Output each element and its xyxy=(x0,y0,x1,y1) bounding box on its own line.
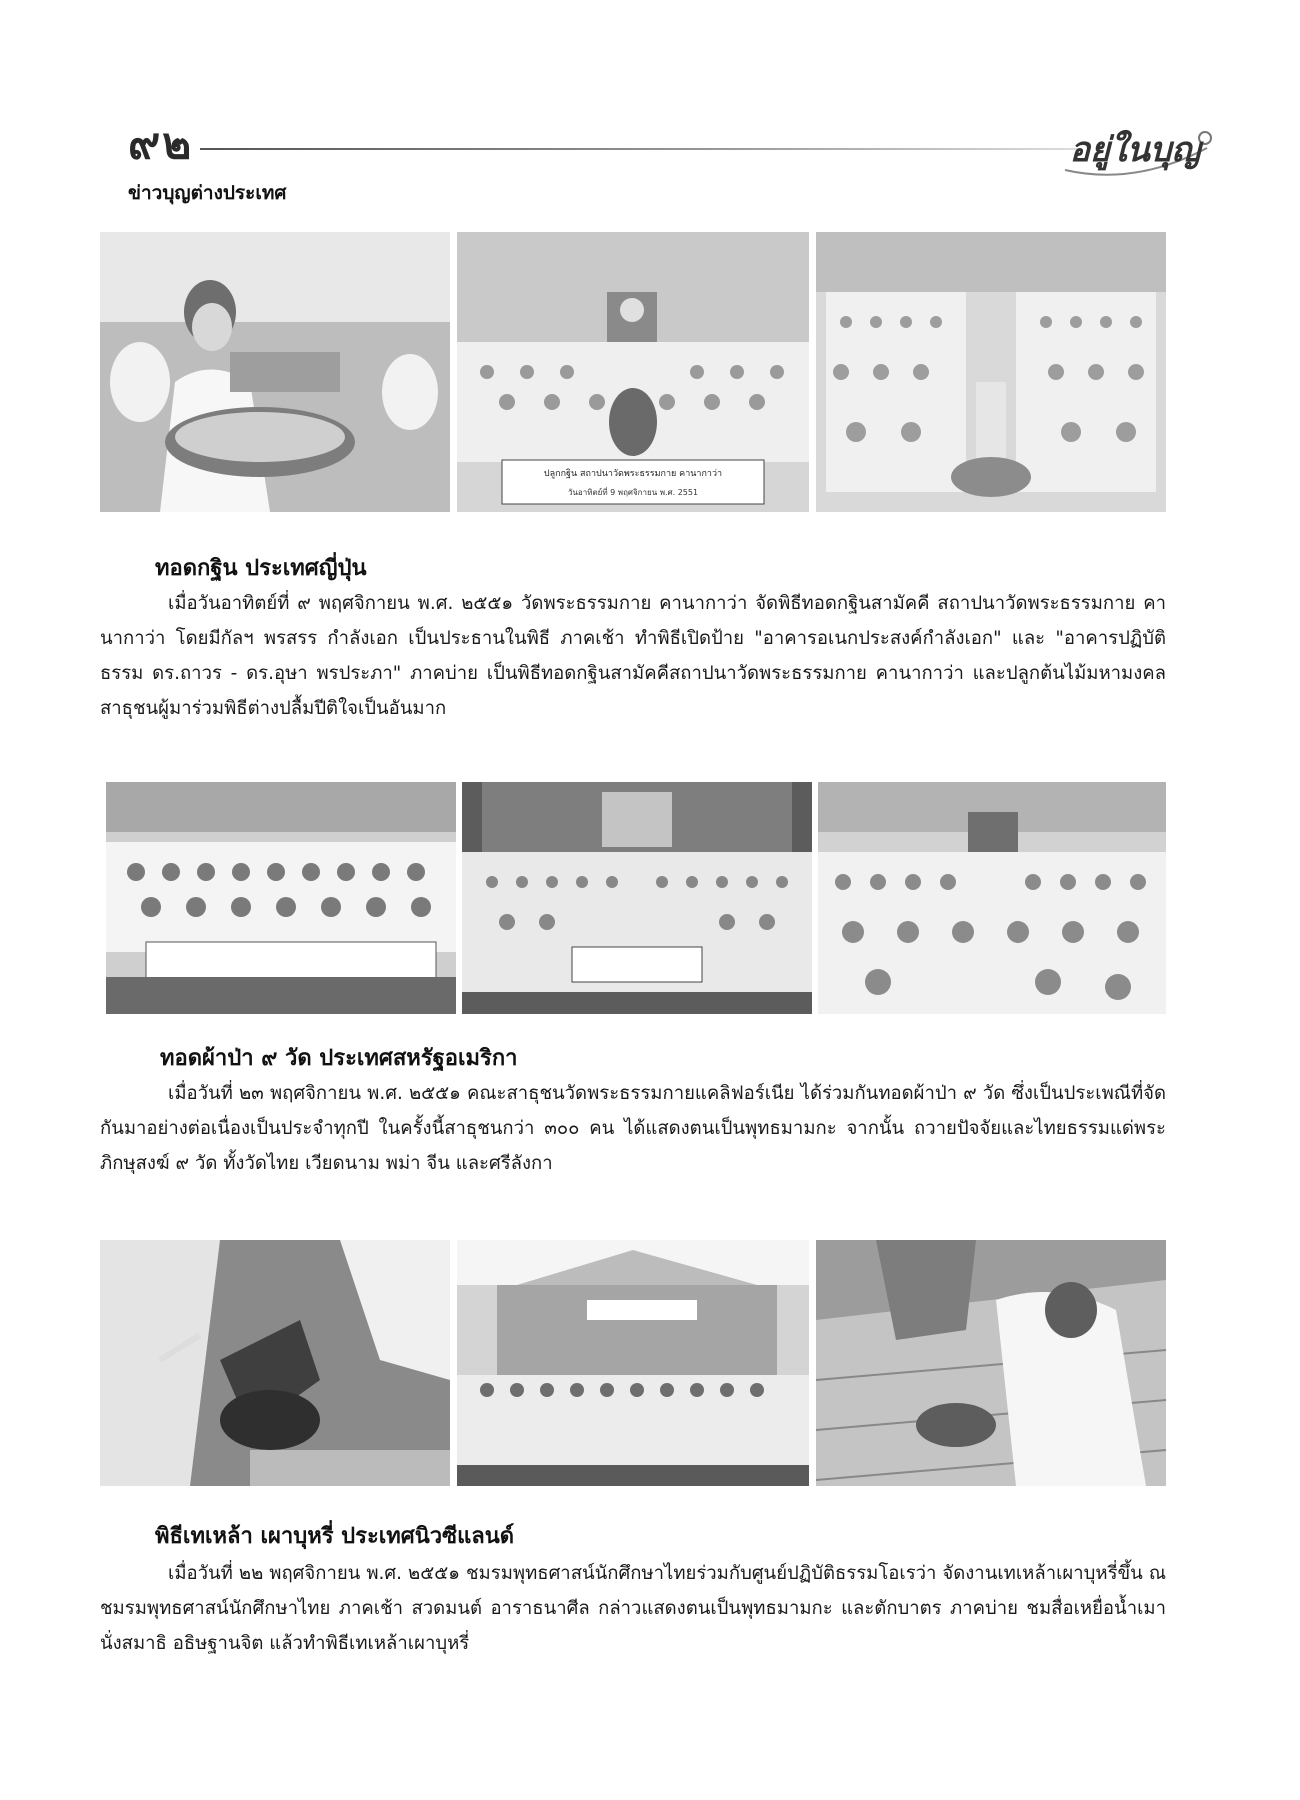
header-rule xyxy=(200,148,1080,150)
section-heading-new-zealand: พิธีเทเหล้า เผาบุหรี่ ประเทศนิวซีแลนด์ xyxy=(155,1524,515,1549)
section-body-new-zealand xyxy=(100,1556,1166,1661)
section-label: ข่าวบุญต่างประเทศ xyxy=(128,182,287,204)
page-number: ๙๒ xyxy=(128,118,194,169)
photo-group-outside-building xyxy=(457,1240,809,1486)
photo-woman-with-offering xyxy=(100,232,450,512)
section-body-japan xyxy=(100,586,1166,726)
photo-row-japan xyxy=(100,232,1166,512)
section-heading-japan: ทอดกฐิน ประเทศญี่ปุ่น xyxy=(155,556,367,581)
photo-burning-cigarettes xyxy=(816,1240,1166,1486)
photo-meditation-hall xyxy=(816,232,1166,512)
section-paragraph-new-zealand: เมื่อวันที่ ๒๒ พฤศจิกายน พ.ศ. ๒๕๕๑ ชมรมพุทธศาสน์นักศึกษาไทยร่วมกับศูนย์ปฏิบัติธรรมโอเรว่า จัดงานเทเหล้าเผาบุหรี่ขึ้น ณ ชมรมพุทธศาสน์นักศึกษาไทย ภาคเช้า สวดมนต์ อาราธนาศีล กล่าวแสดงตนเป็นพุทธมามกะ และตักบาตร ภาคบ่าย ชมสื่อเหยื่อน้ำเมา นั่งสมาธิ อธิษฐานจิต แล้วทำพิธีเทเหล้าเผาบุหรี่ xyxy=(100,1563,1166,1654)
magazine-logo xyxy=(1055,108,1215,188)
photo-row-usa xyxy=(100,782,1166,1014)
photo-hall-crowd-overhead xyxy=(462,782,812,1014)
photo-banner-subtext: วันอาทิตย์ที่ 9 พฤศจิกายน พ.ศ. 2551 xyxy=(567,488,699,497)
photo-row-new-zealand xyxy=(100,1240,1166,1486)
photo-banner-text: ปลูกกฐิน สถาปนาวัดพระธรรมกาย คานากาว่า xyxy=(543,469,723,479)
logo-text: อยู่ในบุญ xyxy=(1069,130,1201,170)
photo-temple-hall-with-banner xyxy=(457,232,809,512)
section-body-usa xyxy=(100,1076,1166,1181)
photo-seated-congregation xyxy=(818,782,1166,1014)
section-paragraph-japan: เมื่อวันอาทิตย์ที่ ๙ พฤศจิกายน พ.ศ. ๒๕๕๑ วัดพระธรรมกาย คานากาว่า จัดพิธีทอดกฐินสามัคคี สถาปนาวัดพระธรรมกาย คานากาว่า โดยมีกัลฯ พรสรร กำลังเอก เป็นประธานในพิธี ภาคเช้า ทำพิธีเปิดป้าย "อาคารอเนกประสงค์กำลังเอก" และ "อาคารปฏิบัติธรรม ดร.ถาวร - ดร.อุษา พรประภา" ภาคบ่าย เป็นพิธีทอดกฐินสามัคคีสถาปนาวัดพระธรรมกาย คานากาว่า และปลูกต้นไม้มหามงคล สาธุชนผู้มาร่วมพิธีต่างปลื้มปีติใจเป็นอันมาก xyxy=(100,593,1166,719)
photo-group-with-banner xyxy=(106,782,456,1014)
photo-pouring-alcohol xyxy=(100,1240,450,1486)
section-heading-usa: ทอดผ้าป่า ๙ วัด ประเทศสหรัฐอเมริกา xyxy=(160,1046,518,1071)
section-paragraph-usa: เมื่อวันที่ ๒๓ พฤศจิกายน พ.ศ. ๒๕๕๑ คณะสาธุชนวัดพระธรรมกายแคลิฟอร์เนีย ได้ร่วมกันทอดผ้าป่า ๙ วัด ซึ่งเป็นประเพณีที่จัดกันมาอย่างต่อเนื่องเป็นประจำทุกปี ในครั้งนี้สาธุชนกว่า ๓๐๐ คน ได้แสดงตนเป็นพุทธมามกะ จากนั้น ถวายปัจจัยและไทยธรรมแด่พระภิกษุสงฆ์ ๙ วัด ทั้งวัดไทย เวียดนาม พม่า จีน และศรีลังกา xyxy=(100,1083,1166,1174)
